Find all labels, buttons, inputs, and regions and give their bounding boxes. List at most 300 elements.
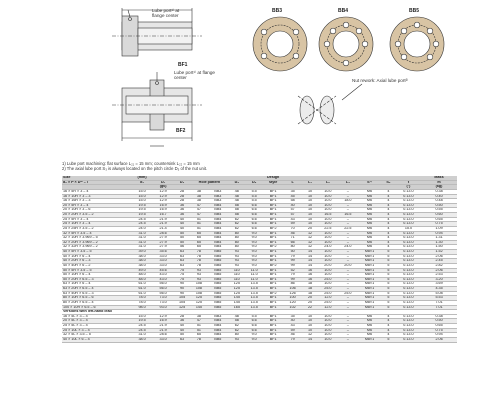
- table-cell: BF1: [263, 296, 283, 301]
- table-cell: 51: [190, 226, 207, 231]
- table-cell: BF1: [263, 337, 283, 342]
- table-cell: M6: [358, 328, 381, 333]
- table-cell: 0.94: [421, 333, 457, 338]
- table-cell: M8×1: [358, 259, 381, 264]
- table-cell: 9.0: [245, 231, 263, 236]
- table-cell: 38.0: [132, 259, 153, 264]
- table-cell: 0.13.0: [396, 273, 421, 278]
- table-cell: 12: [302, 333, 318, 338]
- table-cell: 40: [174, 226, 191, 231]
- table-cell: 19.5: [132, 208, 153, 213]
- table-cell: 6.6: [245, 203, 263, 208]
- table-cell: 63 × 40R × 6.5 – 3: [62, 291, 132, 296]
- table-cell: M6: [358, 333, 381, 338]
- table-cell: M6: [358, 231, 381, 236]
- label-bb3: BB3: [272, 8, 283, 14]
- table-cell: 36: [174, 208, 191, 213]
- table-cell: 16.5: [318, 213, 338, 218]
- table-cell: –: [338, 296, 358, 301]
- table-cell: –: [338, 250, 358, 255]
- table-cell: 57: [283, 208, 302, 213]
- table-cell: 4: [381, 236, 396, 241]
- table-cell: 98.0: [132, 305, 153, 310]
- table-cell: 20: [302, 226, 318, 231]
- table-cell: BB5: [207, 259, 228, 264]
- table-cell: 33.0: [153, 263, 174, 268]
- table-cell: M6: [358, 189, 381, 194]
- table-cell: 10.0: [318, 203, 338, 208]
- table-cell: M8×1: [358, 263, 381, 268]
- table-cell: 56: [174, 245, 191, 250]
- table-cell: BF1: [263, 287, 283, 292]
- table-cell: 10.0: [318, 189, 338, 194]
- table-cell: M8×1: [358, 268, 381, 273]
- table-cell: BF1: [263, 236, 283, 241]
- table-cell: 0.75: [421, 328, 457, 333]
- table-cell: 24.5: [132, 324, 153, 329]
- table-cell: 51: [190, 328, 207, 333]
- table-cell: 19.5: [132, 213, 153, 218]
- table-cell: BF1: [263, 208, 283, 213]
- table-cell: 78: [190, 259, 207, 264]
- table-cell: 20.0: [318, 263, 338, 268]
- table-cell: 63: [174, 337, 191, 342]
- table-cell: –: [338, 189, 358, 194]
- table-cell: –: [338, 337, 358, 342]
- table-cell: 108: [190, 291, 207, 296]
- table-cell: 5: [381, 282, 396, 287]
- table-cell: M6: [358, 314, 381, 319]
- table-cell: 10.0: [318, 194, 338, 199]
- header-cell: D₁: [153, 180, 174, 185]
- label-bf2: BF2: [176, 128, 186, 134]
- table-cell: 5: [381, 287, 396, 292]
- table-cell: –: [338, 273, 358, 278]
- table-cell: 32 × 10R × 3.969 – 5: [62, 236, 132, 241]
- table-cell: BF1: [263, 250, 283, 255]
- table-cell: 48.0: [132, 277, 153, 282]
- table-cell: 9.0: [245, 236, 263, 241]
- table-cell: 93: [190, 273, 207, 278]
- table-cell: BF1: [263, 189, 283, 194]
- table-cell: 38: [190, 189, 207, 194]
- table-cell: –: [338, 203, 358, 208]
- table-cell: 62: [228, 217, 245, 222]
- table-cell: 108: [190, 287, 207, 292]
- table-cell: 10: [302, 199, 318, 204]
- table-cell: 125: [228, 291, 245, 296]
- table-cell: 108: [190, 282, 207, 287]
- table-cell: 21.9: [153, 328, 174, 333]
- table-cell: 0.94: [421, 231, 457, 236]
- table-cell: 4: [381, 213, 396, 218]
- table-cell: –: [338, 231, 358, 236]
- table-cell: BF1: [263, 305, 283, 310]
- table-cell: 93.0: [153, 305, 174, 310]
- table-cell: 165: [228, 305, 245, 310]
- header-cell: (g6): [153, 185, 174, 190]
- table-cell: 80: [228, 231, 245, 236]
- table-cell: 50: [174, 236, 191, 241]
- table-cell: 78: [190, 263, 207, 268]
- table-cell: BB4: [207, 328, 228, 333]
- table-cell: 80: [228, 240, 245, 245]
- table-cell: 6.6: [245, 319, 263, 324]
- table-cell: BB3: [207, 194, 228, 199]
- table-cell: M8×1: [358, 254, 381, 259]
- header-cell: (°): [396, 185, 421, 190]
- table-cell: 48: [228, 314, 245, 319]
- table-cell: M6: [358, 203, 381, 208]
- table-cell: 10: [302, 213, 318, 218]
- table-cell: 35: [283, 314, 302, 319]
- table-cell: 93: [228, 259, 245, 264]
- table-cell: –: [338, 194, 358, 199]
- table-cell: BB4: [207, 319, 228, 324]
- table-cell: M6: [358, 324, 381, 329]
- table-cell: –: [338, 277, 358, 282]
- table-cell: 45: [283, 194, 302, 199]
- table-cell: 12.9: [153, 189, 174, 194]
- table-cell: 75: [174, 273, 191, 278]
- table-cell: 40 × 10R × 6 – 4: [62, 254, 132, 259]
- table-cell: 0.13.0: [396, 324, 421, 329]
- table-cell: 0.13.0: [396, 277, 421, 282]
- table-cell: 5: [381, 337, 396, 342]
- table-cell: –: [338, 333, 358, 338]
- table-cell: 33.0: [153, 259, 174, 264]
- table-cell: 4.35: [421, 287, 457, 292]
- table-cell: 105: [174, 296, 191, 301]
- table-cell: 79: [283, 337, 302, 342]
- table-cell: 105: [174, 300, 191, 305]
- table-cell: 15.0: [132, 194, 153, 199]
- table-cell: 0.13.0: [396, 263, 421, 268]
- table-cell: 126: [283, 291, 302, 296]
- table-cell: 75: [174, 268, 191, 273]
- table-cell: M8×1: [358, 282, 381, 287]
- table-cell: 10.0: [318, 250, 338, 255]
- table-cell: 110: [228, 268, 245, 273]
- table-cell: 40: [174, 217, 191, 222]
- table-cell: M8×1: [358, 296, 381, 301]
- table-cell: 25 × 5R × 3 – 4: [62, 217, 132, 222]
- table-cell: 2.53: [421, 273, 457, 278]
- table-cell: 48.0: [132, 273, 153, 278]
- table-cell: BF2: [263, 263, 283, 268]
- table-cell: M6: [358, 199, 381, 204]
- table-cell: 46: [283, 333, 302, 338]
- table-cell: BF1: [263, 240, 283, 245]
- table-cell: 38: [190, 314, 207, 319]
- table-cell: BF1: [263, 282, 283, 287]
- table-cell: BB4: [207, 213, 228, 218]
- table-cell: BF1: [263, 300, 283, 305]
- table-cell: 0.13.0: [396, 213, 421, 218]
- table-cell: 24.5: [132, 217, 153, 222]
- table-cell: 25.0: [318, 287, 338, 292]
- table-cell: 28: [174, 199, 191, 204]
- table-cell: 28: [174, 194, 191, 199]
- table-cell: 61.0: [132, 287, 153, 292]
- table-cell: 99: [283, 277, 302, 282]
- table-cell: 90: [174, 287, 191, 292]
- table-cell: 32 × 20R × 3.969 – 2: [62, 240, 132, 245]
- table-cell: 70: [283, 226, 302, 231]
- table-cell: 21.9: [153, 217, 174, 222]
- table-cell: M6: [358, 245, 381, 250]
- table-cell: 10: [302, 222, 318, 227]
- table-cell: 1.09: [421, 226, 457, 231]
- table-cell: 65: [190, 240, 207, 245]
- table-cell: 28: [174, 314, 191, 319]
- table-cell: BF1: [263, 259, 283, 264]
- table-cell: 15.0: [132, 314, 153, 319]
- table-cell: BF2: [263, 245, 283, 250]
- table-cell: 62: [228, 222, 245, 227]
- table-cell: BB5: [207, 291, 228, 296]
- table-cell: 13.5: [245, 300, 263, 305]
- table-cell: 61.0: [132, 291, 153, 296]
- table-cell: 9.0: [245, 333, 263, 338]
- table-cell: 10.0: [318, 337, 338, 342]
- table-cell: 24.0: [318, 245, 338, 250]
- table-cell: 28: [174, 189, 191, 194]
- table-cell: 86: [283, 282, 302, 287]
- table-cell: 0.13.0: [396, 259, 421, 264]
- table-cell: 14: [302, 337, 318, 342]
- table-cell: 40: [174, 324, 191, 329]
- table-cell: 16 × 10R × 3 – 3: [62, 194, 132, 199]
- header-cell: t: [396, 180, 421, 185]
- table-cell: BF1: [263, 273, 283, 278]
- table-cell: 0.13.0: [396, 287, 421, 292]
- header-cell: Mass: [421, 176, 457, 180]
- table-cell: 10.0: [318, 254, 338, 259]
- table-cell: 12: [302, 231, 318, 236]
- table-cell: –: [338, 287, 358, 292]
- table-cell: BB5: [207, 277, 228, 282]
- table-cell: BB4: [207, 324, 228, 329]
- table-cell: BB3: [207, 189, 228, 194]
- header-cell: S¹⁾: [358, 180, 381, 185]
- table-cell: 93: [228, 337, 245, 342]
- table-cell: 10.0: [318, 282, 338, 287]
- table-cell: –: [338, 222, 358, 227]
- table-cell: 0.13.0: [396, 333, 421, 338]
- table-cell: 9.0: [245, 259, 263, 264]
- table-cell: 5: [381, 291, 396, 296]
- table-cell: 12.9: [153, 194, 174, 199]
- table-cell: 125: [190, 296, 207, 301]
- table-cell: 63: [174, 254, 191, 259]
- table-cell: 125: [228, 282, 245, 287]
- datasheet-page: [62, 0, 457, 400]
- table-cell: BB4: [207, 245, 228, 250]
- table-cell: 14: [302, 254, 318, 259]
- table-cell: 40: [174, 222, 191, 227]
- table-cell: 5.5: [245, 189, 263, 194]
- table-cell: 3.69: [421, 282, 457, 287]
- table-cell: 4: [381, 333, 396, 338]
- table-cell: 10: [302, 189, 318, 194]
- table-cell: 35.6: [153, 250, 174, 255]
- table-cell: –: [338, 328, 358, 333]
- table-cell: 3.20: [421, 277, 457, 282]
- table-cell: 22.5: [318, 226, 338, 231]
- table-cell: M8×1: [358, 291, 381, 296]
- table-cell: 0.65: [421, 217, 457, 222]
- table-cell: BB4: [207, 226, 228, 231]
- table-cell: 65: [190, 231, 207, 236]
- table-cell: 32 × 5L × 3.5 – 5: [62, 333, 132, 338]
- table-cell: 50 × 10R × 6 – 4: [62, 273, 132, 278]
- table-cell: 33.0: [153, 254, 174, 259]
- table-cell: M8×1: [358, 300, 381, 305]
- table-cell: 4: [381, 222, 396, 227]
- table-cell: 0.13.0: [396, 314, 421, 319]
- table-cell: 48: [228, 199, 245, 204]
- table-cell: 4: [381, 226, 396, 231]
- table-cell: 93: [228, 254, 245, 259]
- table-cell: 9.0: [245, 240, 263, 245]
- table-cell: 6.6: [245, 208, 263, 213]
- table-cell: 5.5: [245, 314, 263, 319]
- footnote-2: 2) The axial lube port S₃ is always located on the pitch circle D₅ of the nut unit.: [62, 166, 208, 172]
- table-cell: 31.0: [132, 236, 153, 241]
- table-cell: 0.13.0: [396, 305, 421, 310]
- table-cell: M6: [358, 240, 381, 245]
- table-cell: 10: [302, 324, 318, 329]
- table-cell: 18: [302, 282, 318, 287]
- table-cell: 6.6: [245, 226, 263, 231]
- table-cell: 0.13.0: [396, 245, 421, 250]
- table-cell: 0.13.0: [396, 236, 421, 241]
- table-cell: 20 × 5R × 3 – 4: [62, 203, 132, 208]
- table-body: [62, 189, 457, 342]
- table-cell: BB4: [207, 240, 228, 245]
- table-cell: BB3: [207, 314, 228, 319]
- table-cell: BF1: [263, 213, 283, 218]
- table-cell: 10: [302, 194, 318, 199]
- table-cell: 39.0: [132, 250, 153, 255]
- table-cell: 12: [302, 245, 318, 250]
- table-cell: 10.0: [318, 268, 338, 273]
- table-cell: 80 × 20R × 6.5 – 4: [62, 300, 132, 305]
- table-cell: BF1: [263, 194, 283, 199]
- table-cell: –: [338, 259, 358, 264]
- table-cell: 6.6: [245, 328, 263, 333]
- table-cell: 0.13.0: [396, 328, 421, 333]
- table-cell: 0.55: [421, 208, 457, 213]
- table-cell: BB5: [207, 296, 228, 301]
- table-cell: 0.13.0: [396, 296, 421, 301]
- table-cell: 78.0: [132, 296, 153, 301]
- caption-lube-port-bf1: Lube port¹⁾ at flange center: [152, 8, 180, 19]
- table-cell: 50 × 20R × 6.5 – 3: [62, 277, 132, 282]
- table-cell: 16.9: [153, 208, 174, 213]
- table-cell: 10.0: [318, 236, 338, 241]
- table-cell: 31.0: [132, 245, 153, 250]
- header-cell: L₃: [338, 180, 358, 185]
- table-cell: 2.06: [421, 337, 457, 342]
- table-cell: 9.0: [245, 245, 263, 250]
- table-cell: 59: [283, 222, 302, 227]
- table-cell: M6: [358, 226, 381, 231]
- table-cell: 65: [190, 333, 207, 338]
- table-cell: 49.0: [132, 268, 153, 273]
- table-cell: 93: [190, 277, 207, 282]
- table-cell: 45.6: [153, 268, 174, 273]
- table-cell: 0.13.0: [396, 189, 421, 194]
- table-cell: 40 × 10L × 6 – 4: [62, 337, 132, 342]
- table-cell: M6: [358, 222, 381, 227]
- table-cell: 71: [283, 236, 302, 241]
- table-cell: 0.13.0: [396, 268, 421, 273]
- table-cell: 10.0: [318, 273, 338, 278]
- table-cell: 63: [174, 259, 191, 264]
- table-cell: 79: [283, 254, 302, 259]
- header-cell: (mm): [132, 176, 153, 180]
- table-cell: 79: [283, 273, 302, 278]
- header-cell: Size: [62, 176, 132, 180]
- table-cell: 4: [381, 189, 396, 194]
- table-cell: 9.0: [245, 250, 263, 255]
- table-cell: –: [338, 314, 358, 319]
- table-cell: 40: [174, 328, 191, 333]
- table-cell: 5: [381, 277, 396, 282]
- header-cell: (kg): [421, 185, 457, 190]
- table-cell: 10: [302, 319, 318, 324]
- table-cell: BB4: [207, 217, 228, 222]
- table-cell: 43.0: [153, 277, 174, 282]
- table-cell: 21.4: [153, 226, 174, 231]
- table-cell: 16 × 5R × 3 – 4: [62, 189, 132, 194]
- table-cell: 5.53: [421, 296, 457, 301]
- table-cell: 61.0: [132, 282, 153, 287]
- table-cell: 93: [228, 250, 245, 255]
- table-cell: 21.9: [153, 324, 174, 329]
- table-cell: 50: [174, 240, 191, 245]
- table-cell: 25 × 10L × 3 – 4: [62, 328, 132, 333]
- table-cell: 50 × 5R × 3.5 – 5: [62, 268, 132, 273]
- table-cell: 13.5: [245, 287, 263, 292]
- table-cell: 20: [302, 300, 318, 305]
- table-cell: 10.0: [318, 199, 338, 204]
- table-cell: M6: [358, 319, 381, 324]
- table-cell: 73.0: [153, 296, 174, 301]
- table-cell: 20 × 20R × 3.5 – 2: [62, 213, 132, 218]
- table-cell: BF2: [263, 291, 283, 296]
- table-cell: 16: [302, 273, 318, 278]
- table-cell: 38.0: [132, 263, 153, 268]
- table-cell: 43: [283, 217, 302, 222]
- table-cell: 5: [381, 259, 396, 264]
- table-cell: 38.0: [132, 254, 153, 259]
- table-cell: 47: [190, 319, 207, 324]
- table-cell: 58: [228, 203, 245, 208]
- table-cell: 14: [302, 259, 318, 264]
- table-cell: 25 × 10R × 3 – 4: [62, 222, 132, 227]
- table-cell: 32 × 5R × 3.5 – 4: [62, 231, 132, 236]
- table-cell: 51: [190, 222, 207, 227]
- label-bb5: BB5: [409, 8, 420, 14]
- table-cell: 5.5: [245, 199, 263, 204]
- table-cell: 78.0: [132, 300, 153, 305]
- table-cell: 2.45: [421, 259, 457, 264]
- table-cell: 16 × 16R × 3 – 3: [62, 199, 132, 204]
- table-cell: 0.13.0: [396, 254, 421, 259]
